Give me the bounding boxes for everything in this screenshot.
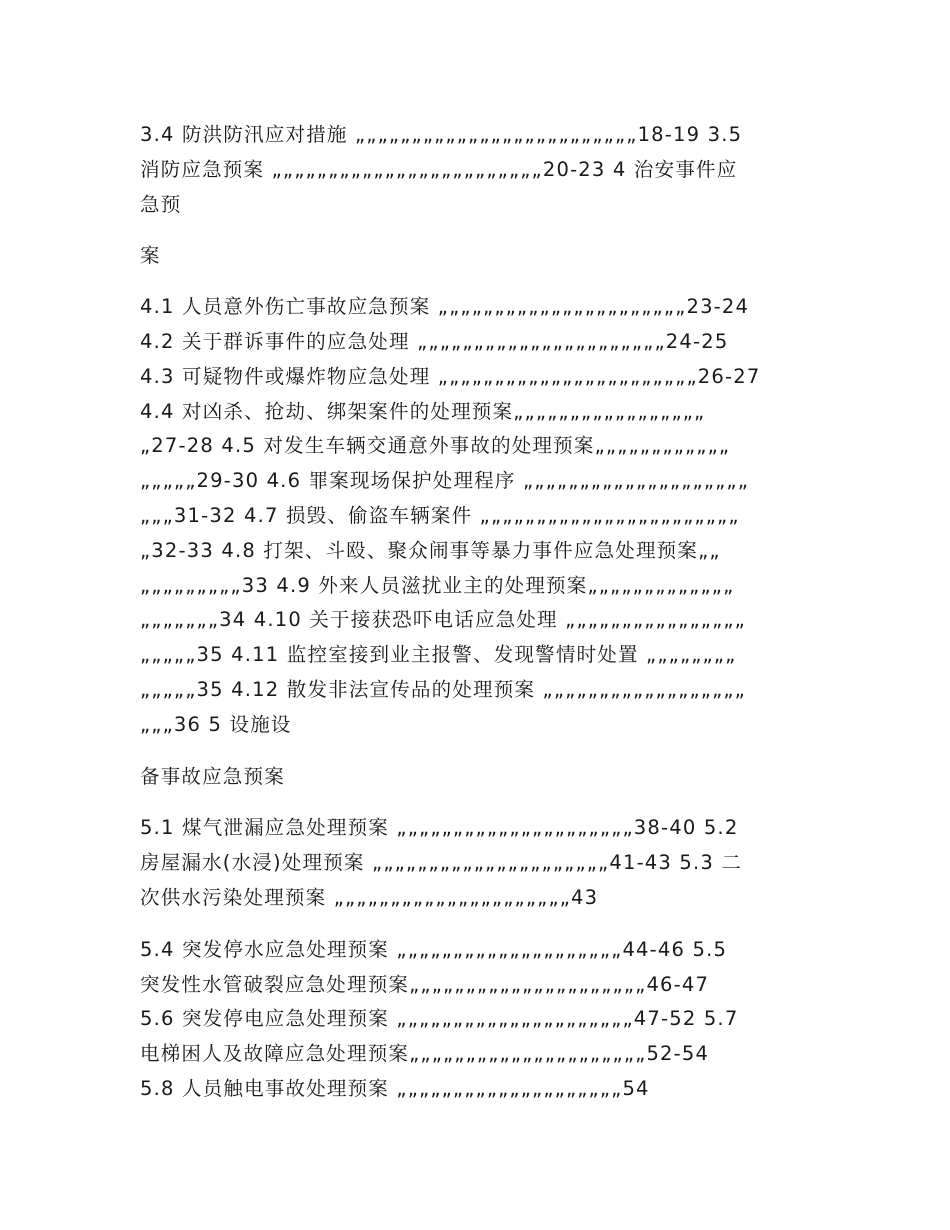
- toc-line: 4.1 人员意外伤亡事故应急预案 „„„„„„„„„„„„„„„„„„„„„„23-24: [140, 295, 750, 319]
- toc-line: 案: [140, 244, 161, 268]
- toc-line: 急预: [140, 192, 182, 216]
- paragraph-gap: [140, 222, 820, 239]
- toc-line: 房屋漏水(水浸)处理预案 „„„„„„„„„„„„„„„„„„„„„41-43 5.3 二: [140, 851, 743, 875]
- toc-line: 4.3 可疑物件或爆炸物应急处理 „„„„„„„„„„„„„„„„„„„„„„„26-27: [140, 364, 761, 388]
- toc-line: „32-33 4.8 打架、斗殴、聚众闹事等暴力事件应急处理预案„„: [140, 538, 721, 562]
- toc-line: 5.4 突发停水应急处理预案 „„„„„„„„„„„„„„„„„„„„44-46 5.5: [140, 937, 728, 961]
- toc-paragraph-1: [140, 118, 820, 222]
- paragraph-gap: [140, 794, 820, 811]
- toc-line: 突发性水管破裂应急处理预案„„„„„„„„„„„„„„„„„„„„„46-47: [140, 972, 710, 996]
- toc-line: „„„„„35 4.12 散发非法宣传品的处理预案 „„„„„„„„„„„„„„„„„„: [140, 677, 746, 701]
- toc-line: 5.6 突发停电应急处理预案 „„„„„„„„„„„„„„„„„„„„„47-52 5.7: [140, 1007, 739, 1031]
- toc-line: 备事故应急预案: [140, 764, 285, 788]
- toc-line: „„„31-32 4.7 损毁、偷盗车辆案件 „„„„„„„„„„„„„„„„„„„„„„„: [140, 503, 740, 527]
- table-of-contents: [140, 118, 820, 1107]
- paragraph-gap: [140, 743, 820, 760]
- toc-paragraph-2: [140, 239, 820, 274]
- toc-paragraph-5: [140, 811, 820, 915]
- toc-line: 电梯困人及故障应急处理预案„„„„„„„„„„„„„„„„„„„„„52-54: [140, 1042, 710, 1066]
- toc-line: 4.2 关于群诉事件的应急处理 „„„„„„„„„„„„„„„„„„„„„„24-25: [140, 329, 729, 353]
- toc-paragraph-4: [140, 760, 820, 795]
- toc-line: „„„„„35 4.11 监控室接到业主报警、发现警情时处置 „„„„„„„„: [140, 643, 737, 667]
- paragraph-gap: [140, 274, 820, 290]
- toc-line: „„„„„„„„„33 4.9 外来人员滋扰业主的处理预案„„„„„„„„„„„„„: [140, 573, 735, 597]
- toc-line: 5.1 煤气泄漏应急处理预案 „„„„„„„„„„„„„„„„„„„„„38-40 5.2: [140, 816, 739, 840]
- toc-line: „„„36 5 设施设: [140, 712, 292, 736]
- toc-line: 4.4 对凶杀、抢劫、绑架案件的处理预案„„„„„„„„„„„„„„„„„: [140, 399, 706, 423]
- paragraph-gap: [140, 916, 820, 933]
- toc-line: 消防应急预案 „„„„„„„„„„„„„„„„„„„„„„„„20-23 4 治安事件应: [140, 157, 738, 181]
- toc-line: 次供水污染处理预案 „„„„„„„„„„„„„„„„„„„„„43: [140, 885, 599, 909]
- toc-line: „„„„„„„34 4.10 关于接获恐吓电话应急处理 „„„„„„„„„„„„„„„„: [140, 608, 746, 632]
- toc-line: „27-28 4.5 对发生车辆交通意外事故的处理预案„„„„„„„„„„„„: [140, 434, 731, 458]
- toc-line: 3.4 防洪防汛应对措施 „„„„„„„„„„„„„„„„„„„„„„„„„18-19 3.5: [140, 123, 743, 146]
- toc-paragraph-6: [140, 933, 820, 1107]
- toc-paragraph-3: [140, 290, 820, 742]
- toc-line: „„„„„29-30 4.6 罪案现场保护处理程序 „„„„„„„„„„„„„„„„„„„„: [140, 469, 750, 493]
- toc-line: 5.8 人员触电事故处理预案 „„„„„„„„„„„„„„„„„„„„54: [140, 1076, 650, 1100]
